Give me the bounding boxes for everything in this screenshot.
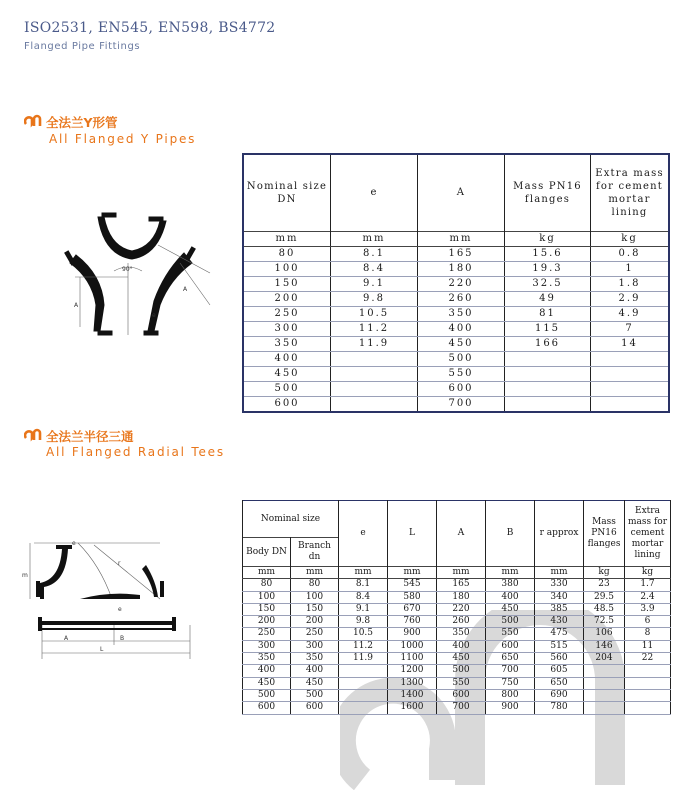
table-cell: 780 [535,702,584,714]
tee-e-label: e [72,540,76,547]
table-cell: 1400 [388,689,437,701]
table-cell: 1.7 [625,579,671,591]
table-cell: 11.9 [339,653,388,665]
table-cell [591,396,670,412]
table-cell: 180 [418,261,505,276]
table-row [243,702,671,714]
table-cell: 500 [437,665,486,677]
tee-b-label: B [120,635,125,642]
table-row [243,336,669,351]
table-cell [339,702,388,714]
table-cell [339,689,388,701]
tee-m-label: m [22,572,28,579]
table-cell: 700 [486,665,535,677]
table-row [243,677,671,689]
table-cell: 300 [243,321,331,336]
unit-cell: mm [291,567,339,579]
table-cell: 11.9 [331,336,418,351]
header-e: e [331,154,418,231]
table-cell [584,689,625,701]
table-cell: 250 [243,306,331,321]
table-cell: 450 [418,336,505,351]
table-cell [591,381,670,396]
table-cell: 450 [291,677,339,689]
table-cell: 220 [418,276,505,291]
header-body-dn: Body DN [243,538,291,567]
radial-tee-drawing [20,525,220,665]
table-row [243,366,669,381]
table-cell: 29.5 [584,591,625,603]
table-cell: 400 [418,321,505,336]
table-cell: 106 [584,628,625,640]
table-cell: 250 [291,628,339,640]
table-cell: 220 [437,603,486,615]
tee-e2-label: e [118,606,122,613]
table-row [243,603,671,615]
table-cell: 475 [535,628,584,640]
table-cell: 330 [535,579,584,591]
header-l: L [388,501,437,567]
table-cell: 580 [388,591,437,603]
table-cell [331,396,418,412]
table-cell: 81 [505,306,591,321]
table-cell: 700 [437,702,486,714]
table-cell: 760 [388,616,437,628]
unit-cell: kg [505,231,591,246]
table-cell: 500 [243,381,331,396]
table-cell: 8.4 [339,591,388,603]
table-cell: 300 [291,640,339,652]
table-cell: 700 [418,396,505,412]
table-cell: 400 [243,351,331,366]
table-cell: 600 [486,640,535,652]
table-cell: 350 [418,306,505,321]
radial-tees-title-cn: 全法兰半径三通 [46,429,134,444]
radial-tees-table [242,500,671,715]
table-cell: 19.3 [505,261,591,276]
table-cell: 2.9 [591,291,670,306]
table-cell: 650 [486,653,535,665]
table-cell: 515 [535,640,584,652]
table-cell [331,381,418,396]
header-extra-mass: Extra mass for cement mortar lining [591,154,670,231]
header-e: e [339,501,388,567]
table-cell: 32.5 [505,276,591,291]
y-pipes-table [242,153,670,413]
table-row [243,381,669,396]
table-cell: 400 [486,591,535,603]
table-cell [591,366,670,381]
y-pipe-a-label: A [74,302,79,309]
table-cell: 450 [437,653,486,665]
table-cell: 500 [243,689,291,701]
table-cell: 15.6 [505,246,591,261]
table-cell: 8 [625,628,671,640]
table-cell: 400 [291,665,339,677]
header-a: A [437,501,486,567]
table-cell [625,677,671,689]
table-cell: 6 [625,616,671,628]
table-cell [584,702,625,714]
table-cell: 14 [591,336,670,351]
table-cell: 1.8 [591,276,670,291]
unit-cell: mm [331,231,418,246]
table-cell: 80 [291,579,339,591]
table-cell: 1600 [388,702,437,714]
table-row [243,321,669,336]
y-pipes-title-cn: 全法兰Y形管 [46,115,118,130]
table-row [243,640,671,652]
table-cell: 260 [418,291,505,306]
table-row [243,689,671,701]
table-cell [591,351,670,366]
table-row [243,579,671,591]
table-cell: 450 [243,366,331,381]
table-row [243,628,671,640]
table-cell: 550 [437,677,486,689]
table-cell: 80 [243,579,291,591]
header-b: B [486,501,535,567]
table-cell: 146 [584,640,625,652]
table-cell: 9.8 [331,291,418,306]
table-cell: 10.5 [331,306,418,321]
table-row [243,653,671,665]
y-pipe-e-label: e [152,312,156,319]
table-cell: 9.1 [339,603,388,615]
table-row [243,261,669,276]
table-cell [339,665,388,677]
unit-cell: mm [243,567,291,579]
table-cell: 1100 [388,653,437,665]
table-cell: 11.2 [339,640,388,652]
table-row [243,291,669,306]
unit-cell: kg [625,567,671,579]
table-cell [625,702,671,714]
table-cell: 560 [535,653,584,665]
table-cell: 400 [437,640,486,652]
table-cell [339,677,388,689]
unit-cell: mm [339,567,388,579]
table-cell: 400 [243,665,291,677]
y-pipe-angle-label: 90° [122,266,133,273]
header-mass: Mass PN16 flanges [505,154,591,231]
table-cell: 8.1 [339,579,388,591]
header-r-approx: r approx [535,501,584,567]
table-row [243,351,669,366]
table-cell: 10.5 [339,628,388,640]
table-cell: 690 [535,689,584,701]
table-cell [625,689,671,701]
table-cell: 115 [505,321,591,336]
table-row [243,396,669,412]
header-branch-dn: Branch dn [291,538,339,567]
tee-a-label: A [64,635,69,642]
table-cell: 900 [388,628,437,640]
company-logo-icon [24,428,42,442]
table-cell: 600 [418,381,505,396]
header-extra-mass: Extra mass for cement mortar lining [625,501,671,567]
table-cell: 150 [291,603,339,615]
unit-cell: kg [591,231,670,246]
unit-cell: kg [584,567,625,579]
unit-cell: mm [243,231,331,246]
table-cell: 200 [291,616,339,628]
table-cell: 7 [591,321,670,336]
unit-cell: mm [486,567,535,579]
table-cell: 11.2 [331,321,418,336]
page-subtitle: Flanged Pipe Fittings [24,41,141,52]
table-cell: 4.9 [591,306,670,321]
table-cell: 0.8 [591,246,670,261]
unit-cell: mm [437,567,486,579]
table-cell: 23 [584,579,625,591]
y-pipes-title-en: All Flanged Y Pipes [49,132,197,146]
table-cell: 350 [291,653,339,665]
table-cell [505,396,591,412]
table-cell: 3.9 [625,603,671,615]
table-cell: 200 [243,291,331,306]
table-cell: 380 [486,579,535,591]
table-cell: 1000 [388,640,437,652]
table-cell: 350 [437,628,486,640]
table-cell: 80 [243,246,331,261]
table-cell: 750 [486,677,535,689]
table-cell: 150 [243,276,331,291]
table-cell: 600 [243,702,291,714]
header-nominal-size: Nominal size [243,501,339,538]
table-cell: 600 [243,396,331,412]
table-cell: 150 [243,603,291,615]
table-cell: 166 [505,336,591,351]
table-cell: 9.8 [339,616,388,628]
table-cell: 204 [584,653,625,665]
table-cell: 72.5 [584,616,625,628]
table-cell: 600 [437,689,486,701]
table-cell: 9.1 [331,276,418,291]
unit-cell: mm [535,567,584,579]
table-cell: 450 [486,603,535,615]
table-cell: 600 [291,702,339,714]
unit-cell: mm [388,567,437,579]
table-cell: 900 [486,702,535,714]
table-cell: 650 [535,677,584,689]
table-cell: 350 [243,653,291,665]
table-row [243,591,671,603]
table-cell [505,381,591,396]
table-cell: 605 [535,665,584,677]
y-pipe-drawing [40,205,240,345]
table-cell: 385 [535,603,584,615]
table-cell: 550 [486,628,535,640]
table-cell: 1200 [388,665,437,677]
table-cell: 670 [388,603,437,615]
table-cell: 450 [243,677,291,689]
table-cell: 340 [535,591,584,603]
tee-l-label: L [100,646,104,653]
table-cell: 48.5 [584,603,625,615]
table-cell: 100 [243,591,291,603]
header-mass: Mass PN16 flanges [584,501,625,567]
table-cell: 350 [243,336,331,351]
table-cell: 500 [486,616,535,628]
table-cell: 260 [437,616,486,628]
table-cell: 100 [243,261,331,276]
unit-cell: mm [418,231,505,246]
table-cell [625,665,671,677]
table-cell [331,366,418,381]
table-cell [331,351,418,366]
table-cell: 49 [505,291,591,306]
table-cell: 200 [243,616,291,628]
table-cell: 100 [291,591,339,603]
table-cell: 1 [591,261,670,276]
table-row [243,276,669,291]
table-cell: 11 [625,640,671,652]
table-row [243,616,671,628]
table-cell [584,665,625,677]
company-logo-icon [24,114,42,128]
table-cell: 8.1 [331,246,418,261]
table-cell: 545 [388,579,437,591]
tee-r-label: r [118,560,121,567]
table-cell: 1300 [388,677,437,689]
table-cell: 2.4 [625,591,671,603]
table-cell: 300 [243,640,291,652]
standards-title: ISO2531, EN545, EN598, BS4772 [24,20,276,36]
table-cell [584,677,625,689]
radial-tees-title-en: All Flanged Radial Tees [46,445,225,459]
table-cell: 165 [418,246,505,261]
header-a: A [418,154,505,231]
table-cell: 430 [535,616,584,628]
table-cell: 165 [437,579,486,591]
table-row [243,665,671,677]
table-cell: 250 [243,628,291,640]
table-row [243,306,669,321]
table-cell: 22 [625,653,671,665]
y-pipe-a2-label: A [183,286,188,293]
table-cell: 550 [418,366,505,381]
table-cell: 8.4 [331,261,418,276]
table-cell [505,366,591,381]
table-cell: 500 [291,689,339,701]
header-nominal-size: Nominal size DN [243,154,331,231]
table-cell: 800 [486,689,535,701]
table-cell: 500 [418,351,505,366]
table-cell: 180 [437,591,486,603]
table-cell [505,351,591,366]
table-row [243,246,669,261]
